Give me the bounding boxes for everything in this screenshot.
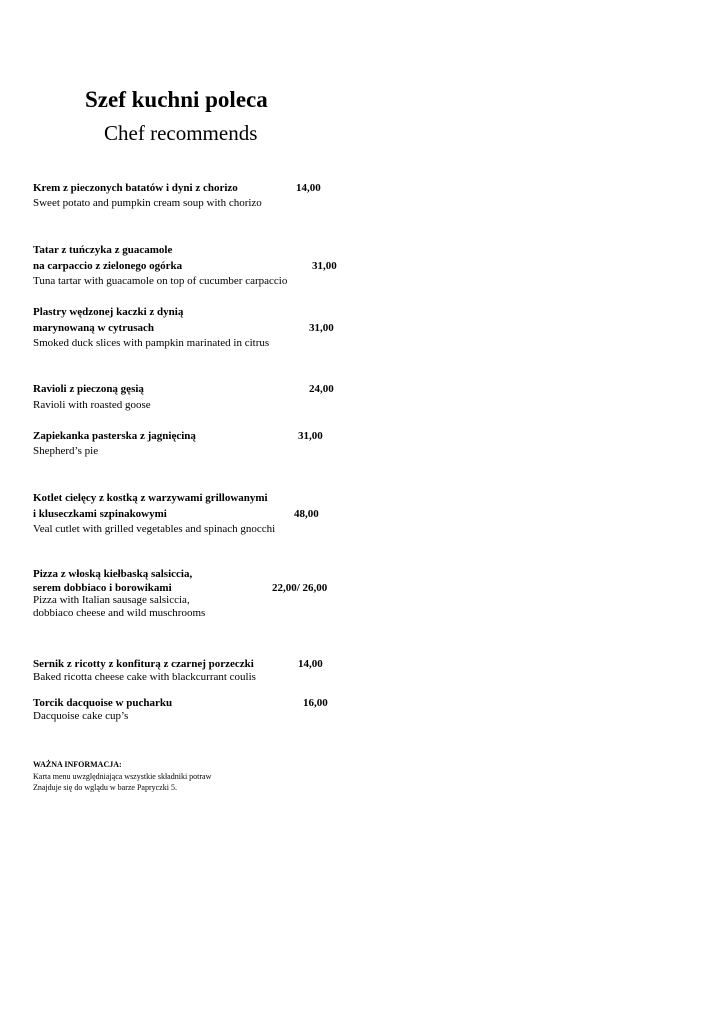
item-name-en: Ravioli with roasted goose (33, 399, 151, 411)
item-name-pl: serem dobbiaco i borowikami (33, 582, 172, 594)
item-name-pl: Ravioli z pieczoną gęsią (33, 383, 144, 395)
item-name-en: dobbiaco cheese and wild muschrooms (33, 607, 206, 619)
item-price: 16,00 (303, 697, 328, 709)
item-price: 14,00 (296, 182, 321, 194)
item-name-en: Tuna tartar with guacamole on top of cucumber carpaccio (33, 275, 288, 287)
info-line: Karta menu uwzględniająca wszystkie składniki potraw (33, 772, 212, 781)
item-name-pl: Torcik dacquoise w pucharku (33, 697, 173, 709)
item-price: 24,00 (309, 383, 334, 395)
item-price: 31,00 (309, 322, 334, 334)
item-name-pl: Krem z pieczonych batatów i dyni z chorizo (33, 182, 238, 194)
item-name-en: Shepherd’s pie (33, 445, 99, 457)
item-price: 14,00 (298, 658, 323, 670)
item-name-en: Baked ricotta cheese cake with blackcurrant coulis (33, 671, 256, 683)
item-name-pl: i kluseczkami szpinakowymi (33, 508, 167, 520)
item-price: 22,00/ 26,00 (272, 582, 328, 594)
item-name-pl: Kotlet cielęcy z kostką z warzywami grillowanymi (33, 492, 268, 504)
item-price: 31,00 (312, 260, 337, 272)
item-name-en: Sweet potato and pumpkin cream soup with chorizo (33, 197, 262, 209)
item-name-pl: Plastry wędzonej kaczki z dynią (33, 306, 184, 318)
item-name-pl: marynowaną w cytrusach (33, 322, 154, 334)
item-name-pl: Pizza z włoską kiełbaską salsiccia, (33, 568, 193, 580)
item-name-pl: Zapiekanka pasterska z jagnięciną (33, 430, 196, 442)
item-price: 48,00 (294, 508, 319, 520)
item-name-en: Smoked duck slices with pampkin marinated in citrus (33, 337, 270, 349)
info-heading: WAŻNA INFORMACJA: (33, 760, 122, 769)
item-name-pl: Sernik z ricotty z konfiturą z czarnej porzeczki (33, 658, 254, 670)
item-name-en: Pizza with Italian sausage salsiccia, (33, 594, 190, 606)
item-price: 31,00 (298, 430, 323, 442)
page-subtitle: Chef recommends (104, 121, 258, 145)
item-name-en: Veal cutlet with grilled vegetables and spinach gnocchi (33, 523, 276, 535)
item-name-pl: na carpaccio z zielonego ogórka (33, 260, 183, 272)
item-name-pl: Tatar z tuńczyka z guacamole (33, 244, 173, 256)
item-name-en: Dacquoise cake cup’s (33, 710, 129, 722)
page-title: Szef kuchni poleca (85, 87, 268, 112)
info-line: Znajduje się do wglądu w barze Papryczki 5. (33, 783, 177, 792)
